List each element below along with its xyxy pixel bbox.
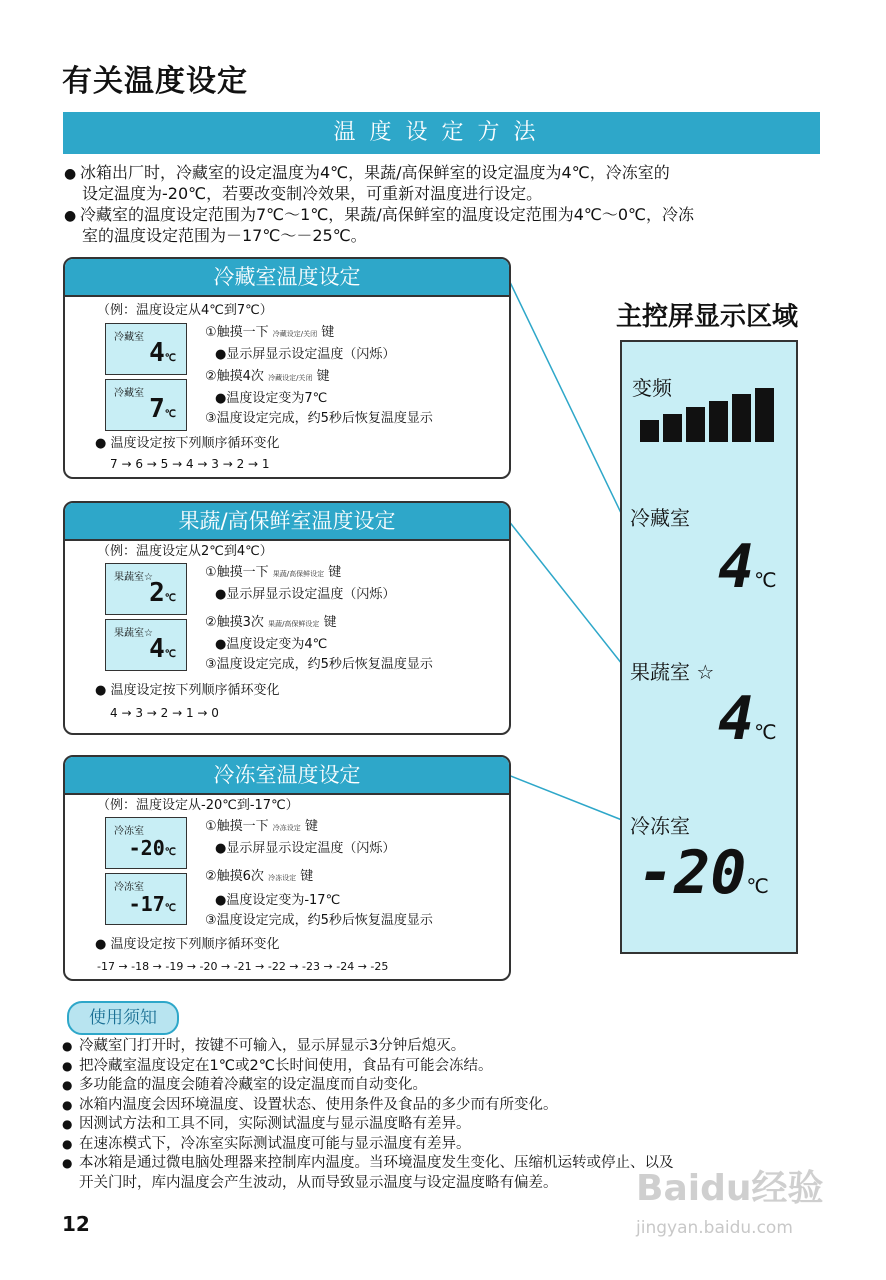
section-fridge-title: 冷藏室温度设定 (65, 259, 509, 297)
mini-display-value: 2℃ (149, 578, 176, 608)
mini-display-label: 冷藏室 (114, 332, 144, 343)
list-item: ● 本冰箱是通过微电脑处理器来控制库内温度。当环境温度发生变化、压缩机运转或停止、以及 (62, 1155, 674, 1171)
intro-1-line-1: 冰箱出厂时，冷藏室的设定温度为4℃，果蔬/高保鲜室的设定温度为4℃，冷冻室的 (80, 163, 670, 182)
list-item: ● 冰箱内温度会因环境温度、设置状态、使用条件及食品的多少而有所变化。 (62, 1096, 558, 1113)
step-2-note: ●温度设定变为-17℃ (215, 893, 341, 908)
intro-1-line-2: 设定温度为-20℃，若要改变制冷效果，可重新对温度进行设定。 (82, 184, 543, 203)
inverter-label: 变频 (632, 376, 672, 400)
section-fridge (63, 257, 511, 479)
step-1: ①触摸一下 冷藏设定/关闭 键 (205, 325, 335, 340)
connector-freezer (508, 775, 622, 820)
section-veg (63, 501, 511, 735)
fridge-label: 冷藏室 (630, 506, 690, 530)
mini-display (105, 873, 187, 925)
watermark-logo: Baidu经验 (636, 1168, 824, 1209)
notice-title: 使用须知 (67, 1001, 179, 1035)
step-1-note: ●显示屏显示设定温度（闪烁） (215, 841, 396, 856)
step-2: ②触摸6次 冷冻设定 键 (205, 869, 314, 884)
cycle-note: ● 温度设定按下列顺序循环变化 (95, 683, 280, 698)
step-3: ③温度设定完成，约5秒后恢复温度显示 (205, 657, 433, 672)
cycle-note: ● 温度设定按下列顺序循环变化 (95, 937, 280, 952)
section-veg-title: 果蔬/高保鲜室温度设定 (65, 503, 509, 541)
mini-display-label: 冷冻室 (114, 882, 144, 893)
inverter-bar (732, 394, 751, 442)
veg-temperature: 4℃ (718, 684, 777, 754)
step-3: ③温度设定完成，约5秒后恢复温度显示 (205, 411, 433, 426)
key-icon: 果蔬/高保鲜设定 (272, 570, 325, 578)
fridge-temperature: 4℃ (718, 532, 777, 602)
step-1: ①触摸一下 果蔬/高保鲜设定 键 (205, 565, 342, 580)
example-text: （例：温度设定从-20℃到-17℃） (97, 798, 299, 813)
intro-2-line-1: 冷藏室的温度设定范围为7℃～1℃，果蔬/高保鲜室的温度设定范围为4℃～0℃，冷冻 (80, 205, 694, 224)
page-title: 有关温度设定 (62, 64, 248, 99)
list-item: ● 冷藏室门打开时，按键不可输入，显示屏显示3分钟后熄灭。 (62, 1038, 466, 1054)
main-display-title: 主控屏显示区域 (616, 302, 799, 332)
mini-display-label: 冷藏室 (114, 388, 144, 399)
freezer-temperature: -20℃ (638, 838, 769, 908)
mini-display (105, 563, 187, 615)
inverter-bar (709, 401, 728, 443)
mini-display-value: -20℃ (128, 836, 176, 860)
section-freezer (63, 755, 511, 981)
key-icon: 冷冻设定 (272, 824, 301, 832)
step-2-note: ●温度设定变为7℃ (215, 391, 328, 406)
veg-label: 果蔬室 ☆ (630, 660, 715, 684)
list-item-continuation: 开关门时，库内温度会产生波动，从而导致显示温度与设定温度略有偏差。 (79, 1174, 558, 1191)
connector-veg (508, 520, 622, 664)
step-2-note: ●温度设定变为4℃ (215, 637, 328, 652)
mini-display (105, 619, 187, 671)
page-number: 12 (62, 1212, 90, 1236)
step-3: ③温度设定完成，约5秒后恢复温度显示 (205, 913, 433, 928)
step-2: ②触摸3次 果蔬/高保鲜设定 键 (205, 615, 337, 630)
mini-display-value: 4℃ (149, 338, 176, 368)
cycle-sequence: -17 → -18 → -19 → -20 → -21 → -22 → -23 → -24 → -25 (97, 960, 389, 973)
method-header: 温度设定方法 (63, 112, 820, 154)
key-icon: 冷冻设定 (268, 874, 297, 882)
example-text: （例：温度设定从2℃到4℃） (97, 544, 273, 559)
cycle-note: ● 温度设定按下列顺序循环变化 (95, 436, 280, 451)
key-icon: 果蔬/高保鲜设定 (268, 620, 320, 628)
watermark-url: jingyan.baidu.com (636, 1218, 793, 1238)
freezer-label: 冷冻室 (630, 814, 690, 838)
bullet-icon: ● (64, 208, 77, 224)
list-item: ● 把冷藏室温度设定在1℃或2℃长时间使用，食品有可能会冻结。 (62, 1057, 493, 1074)
list-item: ● 多功能盒的温度会随着冷藏室的设定温度而自动变化。 (62, 1077, 427, 1093)
mini-display-label: 果蔬室☆ (114, 572, 153, 583)
inverter-bar (755, 388, 774, 443)
list-item: ● 在速冻模式下，冷冻室实际测试温度可能与显示温度有差异。 (62, 1135, 471, 1152)
inverter-bar (640, 420, 659, 442)
mini-display (105, 817, 187, 869)
main-display-panel (620, 340, 798, 954)
example-text: （例：温度设定从4℃到7℃） (97, 303, 273, 318)
key-icon: 冷藏设定/关闭 (272, 330, 318, 338)
mini-display-label: 果蔬室☆ (114, 628, 153, 639)
mini-display-value: 4℃ (149, 634, 176, 664)
key-icon: 冷藏设定/关闭 (268, 374, 313, 382)
cycle-sequence: 7 → 6 → 5 → 4 → 3 → 2 → 1 (110, 457, 270, 471)
mini-display-value: 7℃ (149, 394, 176, 424)
mini-display (105, 379, 187, 431)
step-1: ①触摸一下 冷冻设定 键 (205, 819, 318, 834)
inverter-bar (686, 407, 705, 442)
intro-2-line-2: 室的温度设定范围为－17℃～－25℃。 (82, 226, 367, 245)
inverter-bar (663, 414, 682, 443)
list-item: ● 因测试方法和工具不同，实际测试温度与显示温度略有差异。 (62, 1116, 471, 1132)
step-2: ②触摸4次 冷藏设定/关闭 键 (205, 369, 330, 384)
mini-display-label: 冷冻室 (114, 826, 144, 837)
bullet-icon: ● (64, 166, 77, 182)
connector-fridge (508, 278, 622, 515)
step-1-note: ●显示屏显示设定温度（闪烁） (215, 347, 396, 362)
mini-display (105, 323, 187, 375)
cycle-sequence: 4 → 3 → 2 → 1 → 0 (110, 706, 219, 720)
step-1-note: ●显示屏显示设定温度（闪烁） (215, 587, 396, 602)
inverter-level-meter (640, 388, 778, 442)
section-freezer-title: 冷冻室温度设定 (65, 757, 509, 795)
mini-display-value: -17℃ (128, 892, 176, 916)
